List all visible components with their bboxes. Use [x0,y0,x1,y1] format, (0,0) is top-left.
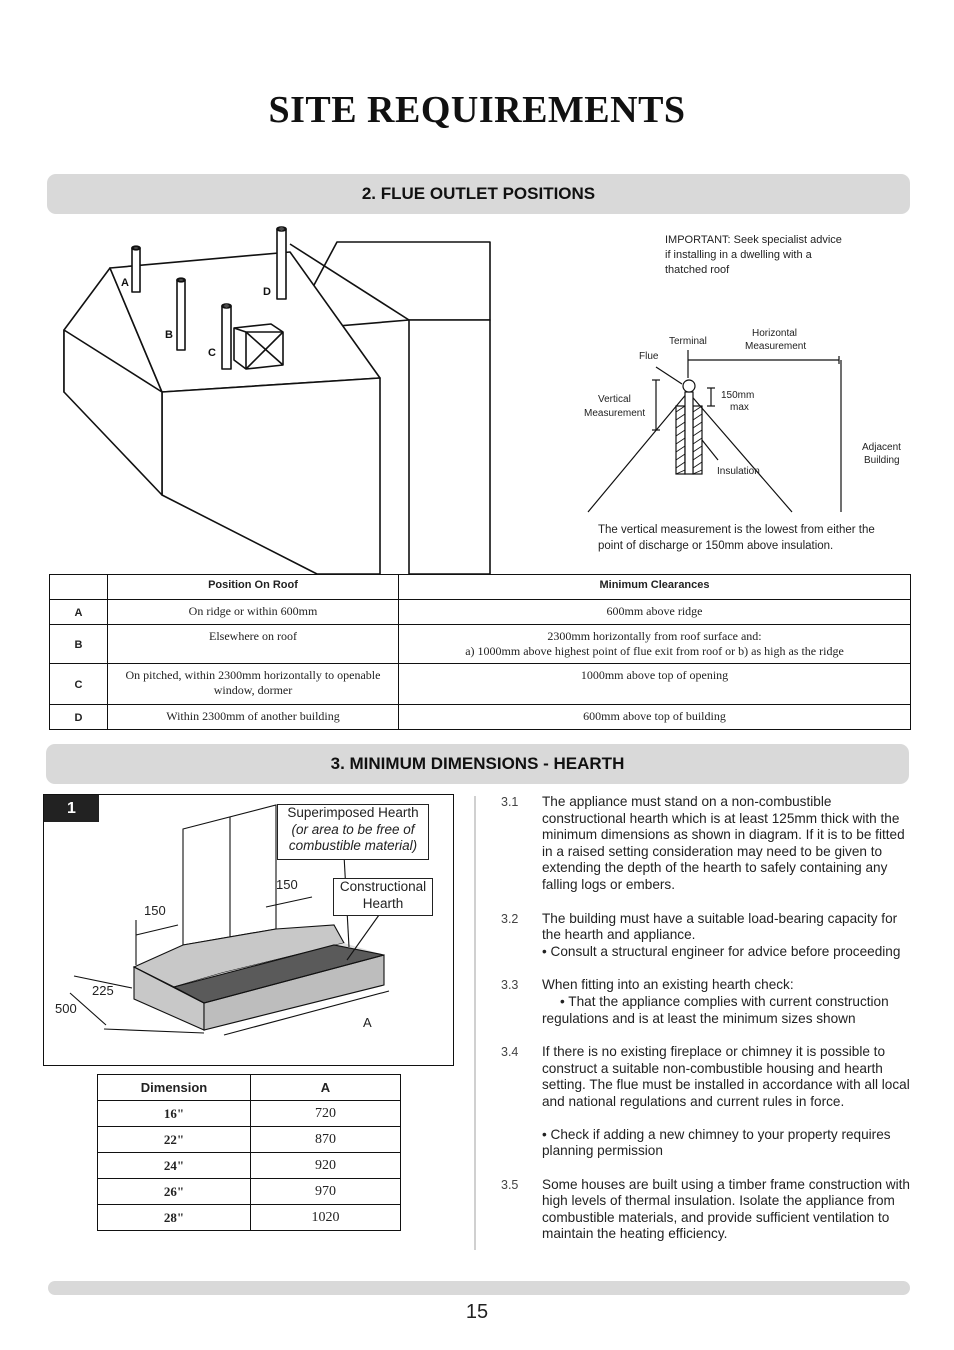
dim-size: 24" [98,1153,251,1179]
step-number: 3.1 [501,795,519,809]
label-a: A [121,277,129,289]
list-item [501,794,911,894]
dim-header-a: A [251,1075,401,1101]
table-row [98,1205,401,1231]
step-text-bullet: • Consult a structural engineer for advice before proceeding [542,943,901,959]
thatched-roof-note: IMPORTANT: Seek specialist advice if installing in a dwelling with a thatched roof [665,234,842,276]
row-position: On ridge or within 600mm [108,600,399,625]
row-clearance-line-2: a) 1000mm above highest point of flue exit from roof or b) as high as the ridge [465,644,844,658]
dim-size: 26" [98,1179,251,1205]
table-header-clearances: Minimum Clearances [399,575,911,600]
step-number: 3.5 [501,1177,519,1192]
dim-size: 16" [98,1101,251,1127]
dim-a: A [363,1015,372,1030]
superimposed-line-3: combustible material) [288,838,418,853]
label-b: B [165,329,173,341]
table-row [50,664,911,705]
footer-bar [48,1281,910,1295]
row-key: B [50,625,108,664]
flue-detail-diagram [580,320,910,520]
step-text: Some houses are built using a timber frame construction with high levels of thermal insulation. Isolate the appliance from combustible materials, and provide sufficient ventilation to maintain the heating efficiency. [542,1176,910,1242]
superimposed-line-2: (or area to be free of [291,821,415,837]
table-row [50,705,911,730]
list-item [501,1177,911,1243]
row-key: A [50,600,108,625]
table-header-position: Position On Roof [108,575,399,600]
row-key: D [50,705,108,730]
table-row [50,600,911,625]
label-horizontal-1: Horizontal [752,328,798,339]
dim-value: 720 [251,1101,401,1127]
table-row [50,625,911,664]
step-text: The building must have a suitable load-bearing capacity for the hearth and appliance. [542,910,898,943]
section-heading-flue: 2. FLUE OUTLET POSITIONS [47,174,910,214]
step-text: If there is no existing fireplace or chimney it is possible to construct a suitable non-combustible housing and hearth setting. The flue must be installed in accordance with all local and national regulations and current rules in force. [542,1044,910,1109]
dim-value: 870 [251,1127,401,1153]
flue-a [132,248,140,292]
dim-value: 970 [251,1179,401,1205]
label-max: max [730,402,749,413]
page-title: SITE REQUIREMENTS [268,89,686,131]
clearances-table [49,574,911,730]
step-text: The appliance must stand on a non-combustible constructional hearth which is at least 125mm thick with the minimum dimensions as shown in diagram. If it is to be fitted in a raised setting consideration may need to be given to extending the depth of the hearth to safely containing any falling logs or embers. [542,794,905,892]
row-clearance: 600mm above ridge [399,600,911,625]
dim-150-left: 150 [144,903,166,918]
list-item [501,911,911,961]
superimposed-hearth-callout [277,804,429,860]
step-number: 3.3 [501,978,519,993]
section-heading-hearth: 3. MINIMUM DIMENSIONS - HEARTH [46,744,909,784]
dim-size: 28" [98,1205,251,1231]
dim-500: 500 [55,1001,77,1016]
label-vertical-2: Measurement [584,408,646,419]
dim-header-dimension: Dimension [98,1075,251,1101]
hearth-instructions [501,794,911,1260]
table-row [98,1101,401,1127]
vertical-measurement-note: The vertical measurement is the lowest from either the point of discharge or 150mm above insulation. [598,524,875,552]
table-row [98,1153,401,1179]
constructional-line-1: Constructional [339,879,427,894]
dim-size: 22" [98,1127,251,1153]
dim-150-right: 150 [276,877,298,892]
label-building: Building [864,455,900,466]
table-row [98,1179,401,1205]
hearth-figure-frame [43,794,454,1066]
label-c: C [208,347,216,359]
page-number: 15 [465,1301,489,1323]
column-divider [474,796,476,1250]
flue-c [222,306,231,369]
constructional-hearth-callout [333,878,433,916]
superimposed-line-1: Superimposed Hearth [287,805,419,820]
row-clearance: 600mm above top of building [399,705,911,730]
step-number: 3.2 [501,911,519,926]
label-d: D [263,286,271,298]
row-position: Within 2300mm of another building [108,705,399,730]
list-item [501,1044,911,1160]
house-flue-illustration [47,220,567,575]
dim-value: 1020 [251,1205,401,1231]
label-150mm: 150mm [721,390,755,401]
flue-d [277,229,286,299]
label-insulation: Insulation [717,466,760,477]
dim-225: 225 [92,983,114,998]
step-text-bullet: • Check if adding a new chimney to your property requires planning permission [542,1126,891,1159]
label-vertical-1: Vertical [598,394,631,405]
step-text-bullet: • That the appliance complies with current construction regulations and is at least the minimum sizes shown [542,993,889,1026]
step-number: 3.4 [501,1045,519,1060]
dim-value: 920 [251,1153,401,1179]
table-header-empty [50,575,108,600]
figure-number-badge: 1 [44,795,99,822]
label-terminal: Terminal [669,336,707,347]
table-row [98,1127,401,1153]
row-position: On pitched, within 2300mm horizontally to openable window, dormer [108,664,399,705]
label-flue: Flue [639,351,659,362]
row-clearance [399,625,911,664]
row-clearance-line-1: 2300mm horizontally from roof surface and: [547,629,762,643]
label-horizontal-2: Measurement [745,341,807,352]
row-clearance: 1000mm above top of opening [399,664,911,705]
hearth-dimension-table [97,1074,401,1231]
constructional-line-2: Hearth [362,895,404,911]
row-position: Elsewhere on roof [108,625,399,664]
flue-b [177,280,185,350]
label-adjacent: Adjacent [862,442,901,453]
list-item [501,977,911,1027]
row-key: C [50,664,108,705]
step-text: When fitting into an existing hearth check: [542,977,794,993]
